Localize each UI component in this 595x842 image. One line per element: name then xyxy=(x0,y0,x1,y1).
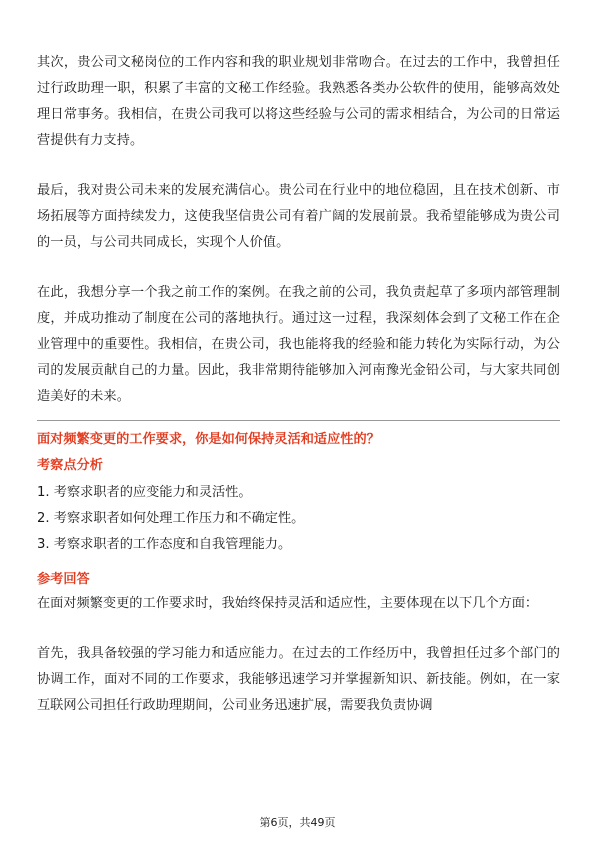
paragraph-company-confidence: 最后，我对贵公司未来的发展充满信心。贵公司在行业中的地位稳固，且在技术创新、市场拓展等方面持续发力，这使我坚信贵公司有着广阔的发展前景。我希望能够成为贵公司的一员，与公司共同成长，实现个人价值。 xyxy=(37,183,560,250)
analysis-item: 1. 考察求职者的应变能力和灵活性。 xyxy=(37,485,252,500)
analysis-item: 3. 考察求职者的工作态度和自我管理能力。 xyxy=(37,537,292,552)
paragraph-work-case: 在此，我想分享一个我之前工作的案例。在我之前的公司，我负责起草了多项内部管理制度，并成功推动了制度在公司的落地执行。通过这一过程，我深刻体会到了文秘工作在企业管理中的重要性。我相信，在贵公司，我也能将我的经验和能力转化为实际行动，为公司的发展贡献自己的力量。因此，我非常期待能够加入河南豫光金铅公司，与大家共同创造美好的未来。 xyxy=(37,285,560,404)
answer-title: 参考回答 xyxy=(37,572,90,587)
paragraph-career-fit: 其次，贵公司文秘岗位的工作内容和我的职业规划非常吻合。在过去的工作中，我曾担任过行政助理一职，积累了丰富的文秘工作经验。我熟悉各类办公软件的使用，能够高效处理日常事务。我相信，在贵公司我可以将这些经验与公司的需求相结合，为公司的日常运营提供有力支持。 xyxy=(37,55,560,148)
section-divider xyxy=(37,420,560,421)
page-content xyxy=(37,50,560,719)
interview-question: 面对频繁变更的工作要求，你是如何保持灵活和适应性的？ xyxy=(37,432,380,447)
page-number: 第6页，共49页 xyxy=(259,816,336,829)
analysis-item: 2. 考察求职者如何处理工作压力和不确定性。 xyxy=(37,511,305,526)
answer-intro: 在面对频繁变更的工作要求时，我始终保持灵活和适应性，主要体现在以下几个方面： xyxy=(37,596,539,611)
answer-first-point: 首先，我具备较强的学习能力和适应能力。在过去的工作经历中，我曾担任过多个部门的协调工作，面对不同的工作要求，我能够迅速学习并掌握新知识、新技能。例如，在一家互联网公司担任行政助理期间，公司业务迅速扩展，需要我负责协调 xyxy=(37,646,560,713)
analysis-title: 考察点分析 xyxy=(37,458,103,473)
